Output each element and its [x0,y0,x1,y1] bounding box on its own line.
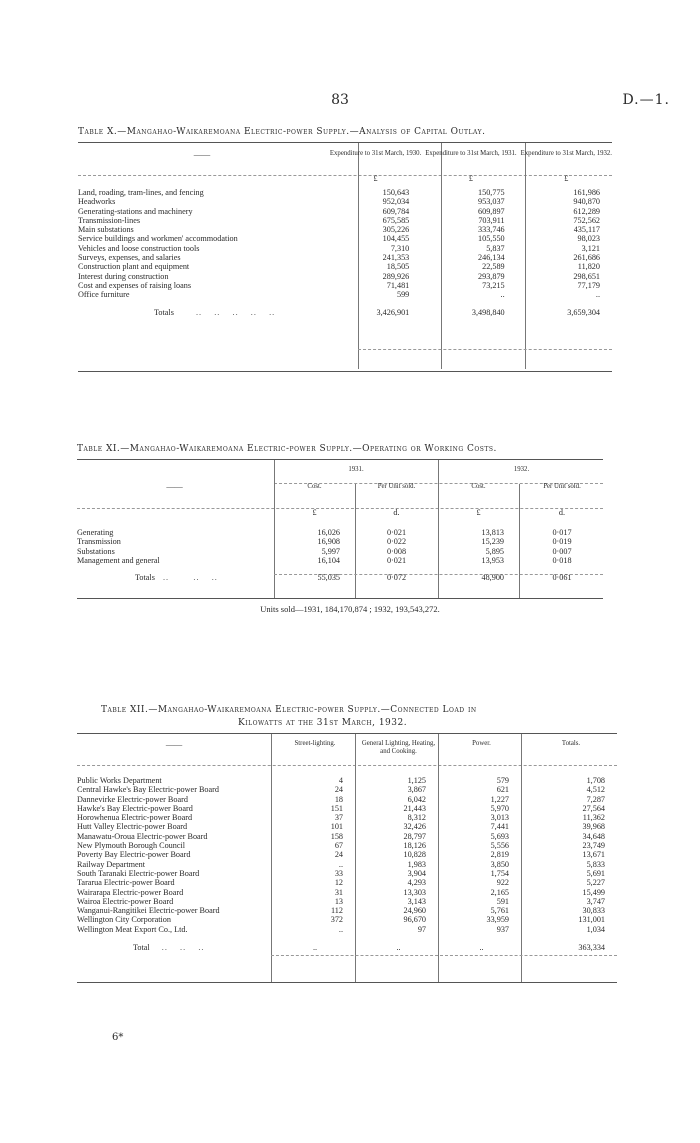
cell-value: 131,001 [578,915,605,925]
column-header: Per Unit sold. [377,483,416,490]
table-row [75,556,605,565]
units-sold-note: Units sold—1931, 184,170,874 ; 1932, 193,543,272. [260,604,440,614]
cell-value: 105,550 [478,234,505,244]
unit-label: £ [564,174,569,183]
cell-value: 953,037 [478,197,505,207]
page-number: 83 [331,92,349,108]
table-row [76,281,614,290]
cell-value: 7,441 [490,822,509,832]
cell-value: 21,443 [403,803,426,813]
cell-value: 73,215 [482,280,505,290]
cell-value: 5,837 [486,243,505,253]
cell-value: 1,227 [490,794,509,804]
table-row [75,915,619,924]
cell-value: 1,708 [586,776,605,785]
cell-value: 3,013 [490,813,509,823]
cell-value: 0·021 [386,555,407,565]
row-label: Generating-stations and machinery [78,206,193,216]
cell-value: .. [500,290,505,300]
table-row [75,869,619,878]
cell-value: 246,134 [478,253,505,263]
column-header: Cost. [307,483,322,490]
totals-label: Totals .. .. .. .. .. [154,307,276,317]
cell-value: 161,986 [573,188,600,197]
row-label: Wellington City Corporation [77,915,171,925]
totals-label: Total .. .. .. [133,943,205,953]
cell-value: 5,895 [485,546,504,556]
column-header: Expenditure to 31st March, 1931. [425,150,517,157]
table-row [75,906,619,915]
table-xi-title: Table XI.—Mangahao-Waikaremoana Electric-power Supply.—Operating or Working Costs. [77,444,497,454]
table-row [75,832,619,841]
cell-value: 13,953 [481,555,504,565]
unit-label: d. [393,508,400,517]
cell-value: 3,867 [407,785,426,795]
row-label: Poverty Bay Electric-power Board [77,850,191,860]
table-row [76,234,614,243]
cell-value: 37 [334,813,343,823]
column-header: General Lighting, Heating, and Cooking. [361,740,436,755]
table-row [75,528,605,537]
cell-value: 67 [334,841,343,851]
row-label: Headworks [78,197,116,207]
cell-value: 293,879 [478,271,505,281]
cell-value: 23,749 [582,841,605,851]
cell-value: 241,353 [382,253,410,263]
row-label: Vehicles and loose construction tools [78,243,200,253]
cell-value: 3,747 [586,896,605,906]
cell-value: 1,034 [586,924,605,934]
cell-value: 3,904 [407,868,426,878]
row-label: Management and general [77,555,160,565]
cell-value: 27,564 [582,803,605,813]
cell-value: 5,833 [586,859,605,869]
cell-value: 703,911 [478,215,505,225]
cell-value: 5,227 [586,878,605,888]
cell-value: 3,121 [581,243,600,253]
table-row [75,795,619,804]
row-label: Railway Department [77,859,145,869]
table-row [75,850,619,859]
cell-value: 0·007 [552,546,572,556]
unit-label: d. [558,508,566,517]
table-row [75,547,605,556]
cell-value: 609,897 [478,206,505,216]
table-row [76,225,614,234]
table-row [75,888,619,897]
table-row [76,262,614,271]
row-label: Manawatu-Oroua Electric-power Board [77,831,208,841]
row-label: Office furniture [78,290,130,300]
cell-value: 18,505 [386,262,410,272]
cell-value: 5,556 [490,841,509,851]
table-row [76,253,614,262]
cell-value: 333,746 [478,225,505,235]
row-label: Wairarapa Electric-power Board [77,887,184,897]
cell-value: 7,287 [586,794,605,804]
row-label: New Plymouth Borough Council [77,841,186,851]
cell-value: 612,289 [573,206,600,216]
table-row [75,860,619,869]
table-xii-top-rule [77,733,617,734]
table-row [75,785,619,794]
stub-header: —— [166,482,183,492]
row-label: Central Hawke's Bay Electric-power Board [77,785,219,795]
stub-header: —— [193,150,211,159]
year-header: 1932. [513,466,530,473]
cell-value: 4,512 [586,785,605,795]
cell-value: 372 [330,915,343,925]
cell-value: 22,589 [482,262,505,272]
cell-value: 609,784 [382,206,410,216]
cell-value: 5,970 [490,803,509,813]
table-row [75,537,605,546]
total-value: .. [479,943,484,953]
table-xi-bottom-rule [77,598,603,599]
cell-value: 28,797 [403,831,426,841]
row-label: Interest during construction [78,271,169,281]
cell-value: 261,686 [573,253,600,263]
cell-value: 32,426 [403,822,426,832]
cell-value: 599 [396,290,410,300]
cell-value: 2,165 [490,887,509,897]
cell-value: 8,312 [407,813,426,823]
cell-value: 151 [330,803,343,813]
cell-value: 10,828 [403,850,426,860]
cell-value: 4,293 [407,878,426,888]
cell-value: 435,117 [573,225,600,235]
cell-value: 3,143 [407,896,426,906]
table-row [75,878,619,887]
row-label: Main substations [78,225,134,235]
total-value: 0·061 [552,573,572,583]
column-header: Expenditure to 31st March, 1932. [520,150,612,157]
cell-value: 24 [334,785,343,795]
cell-value: 16,104 [317,555,340,565]
table-x-top-rule [78,142,612,143]
cell-value: 940,870 [573,197,600,207]
total-value: 0·072 [386,573,407,583]
document-reference: D.—1. [622,92,670,108]
table-x [76,150,614,317]
cell-value: .. [595,290,600,300]
row-label: Dannevirke Electric-power Board [77,794,188,804]
total-value: 48,900 [481,573,504,583]
cell-value: 18,126 [403,841,426,851]
row-label: Wanganui-Rangitikei Electric-power Board [77,906,220,916]
table-row [75,925,619,934]
cell-value: 71,481 [386,280,410,290]
column-header: Street-lighting. [294,740,336,747]
cell-value: 97 [417,924,426,934]
cell-value: 0·017 [552,528,572,537]
total-value: 3,659,304 [567,307,600,317]
row-label: Transmission-lines [78,215,141,225]
cell-value: 7,310 [390,243,410,253]
cell-value: 305,226 [382,225,410,235]
total-value: .. [312,943,318,953]
cell-value: 5,693 [490,831,509,841]
cell-value: 30,833 [582,906,605,916]
table-xi-top-rule [77,459,603,460]
cell-value: 298,651 [573,271,600,281]
cell-value: 33,959 [486,915,509,925]
table-row [76,207,614,216]
total-value: .. [396,943,401,953]
table-xii-totals-rule [271,955,617,956]
cell-value: 24,960 [403,906,426,916]
unit-label: £ [468,174,473,183]
cell-value: 579 [496,776,509,785]
total-value: 363,334 [578,943,605,953]
table-x-bottom-rule [78,371,612,372]
unit-label: £ [373,174,378,183]
table-row [76,197,614,206]
year-header: 1931. [348,466,364,473]
cell-value: 621 [496,785,509,795]
row-label: Public Works Department [77,776,162,785]
table-row [76,188,614,197]
cell-value: 3,850 [490,859,509,869]
table-row [76,244,614,253]
cell-value: 5,691 [586,868,605,878]
table-xii-title-line-2: Kilowatts at the 31st March, 1932. [238,718,408,728]
total-value: 3,426,901 [376,307,410,317]
row-label: Construction plant and equipment [78,262,190,272]
cell-value: 39,968 [582,822,605,832]
column-header: Expenditure to 31st March, 1930. [329,150,422,157]
cell-value: 4 [338,776,343,785]
cell-value: 1,125 [407,776,426,785]
row-label: Hawke's Bay Electric-power Board [77,803,193,813]
table-xi [75,466,605,582]
cell-value: 13 [334,896,343,906]
column-header: Cost. [471,483,486,490]
cell-value: 31 [334,887,343,897]
cell-value: 16,908 [317,537,340,547]
table-row [75,822,619,831]
stub-header: —— [165,740,183,749]
cell-value: 16,026 [317,528,340,537]
cell-value: 13,671 [582,850,605,860]
table-xii-title: Table XII.—Mangahao-Waikaremoana Electric-power Supply.—Connected Load in [101,705,477,715]
cell-value: 101 [330,822,343,832]
cell-value: 0·021 [386,528,407,537]
cell-value: 289,926 [382,271,410,281]
cell-value: 0·008 [386,546,407,556]
row-label: Transmission [77,537,121,547]
cell-value: 104,455 [382,234,410,244]
cell-value: 0·018 [552,555,572,565]
cell-value: 952,034 [382,197,410,207]
table-x-totals-rule [358,349,612,350]
table-row [75,804,619,813]
totals-label: Totals .. .. .. [135,573,218,583]
total-value: 55,035 [317,573,340,583]
table-row [76,272,614,281]
table-xii [75,740,619,952]
cell-value: 675,585 [382,215,410,225]
row-label: Hutt Valley Electric-power Board [77,822,188,832]
cell-value: .. [338,924,343,934]
unit-label: £ [476,508,481,517]
cell-value: 112 [331,906,343,916]
cell-value: 150,775 [478,188,505,197]
cell-value: 0·019 [552,537,572,547]
cell-value: 96,670 [403,915,426,925]
table-row [76,216,614,225]
cell-value: 15,239 [481,537,504,547]
cell-value: 6,042 [407,794,426,804]
cell-value: 98,023 [577,234,600,244]
row-label: Tararua Electric-power Board [77,878,175,888]
row-label: Horowhenua Electric-power Board [77,813,193,823]
row-label: Generating [77,528,114,537]
cell-value: 150,643 [382,188,410,197]
cell-value: 13,813 [481,528,504,537]
cell-value: 13,303 [403,887,426,897]
cell-value: 752,562 [573,215,600,225]
cell-value: 2,819 [490,850,509,860]
cell-value: 11,362 [582,813,605,823]
row-label: Land, roading, tram-lines, and fencing [78,188,204,197]
table-row [75,897,619,906]
column-header: Totals. [561,740,581,747]
table-xii-bottom-rule [77,982,617,983]
table-row [75,776,619,785]
footer-mark: 6* [112,1032,124,1043]
row-label: Service buildings and workmen' accommodation [78,234,238,244]
cell-value: 1,754 [490,868,509,878]
cell-value: 34,648 [582,831,605,841]
row-label: Wellington Meat Export Co., Ltd. [77,924,188,934]
cell-value: 15,499 [582,887,605,897]
cell-value: 937 [496,924,509,934]
cell-value: 922 [496,878,509,888]
cell-value: 158 [330,831,343,841]
row-label: Cost and expenses of raising loans [78,280,192,290]
column-header: Per Unit sold. [543,483,581,490]
table-row [76,290,614,299]
total-value: 3,498,840 [471,307,505,317]
row-label: Surveys, expenses, and salaries [78,253,181,263]
cell-value: 5,997 [321,546,340,556]
cell-value: 18 [334,794,343,804]
cell-value: 591 [496,896,509,906]
cell-value: 77,179 [577,280,600,290]
table-row [75,841,619,850]
table-x-title: Table X.—Mangahao-Waikaremoana Electric-power Supply.—Analysis of Capital Outlay. [78,127,486,137]
unit-label: £ [312,508,317,517]
cell-value: 5,761 [490,906,509,916]
column-header: Power. [472,740,491,747]
cell-value: 12 [334,878,343,888]
cell-value: .. [338,859,343,869]
cell-value: 24 [334,850,343,860]
cell-value: 1,983 [407,859,426,869]
cell-value: 33 [334,868,343,878]
cell-value: 11,820 [577,262,600,272]
table-row [75,813,619,822]
cell-value: 0·022 [386,537,407,547]
row-label: South Taranaki Electric-power Board [77,868,200,878]
row-label: Wairoa Electric-power Board [77,896,174,906]
row-label: Substations [77,546,115,556]
